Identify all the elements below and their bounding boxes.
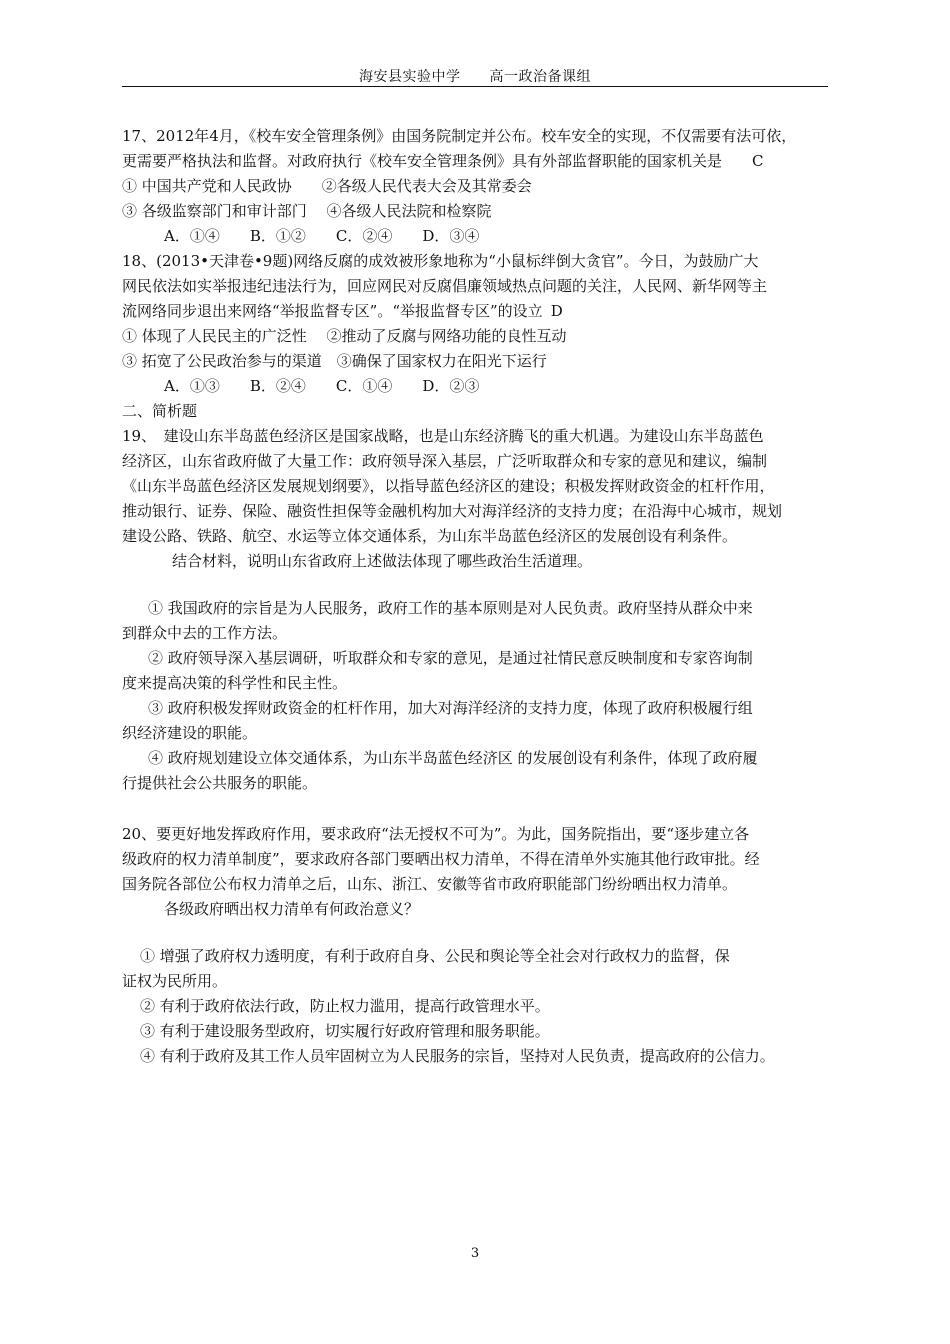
document-body	[122, 124, 836, 1069]
spacer	[122, 574, 836, 596]
q20-prompt: 各级政府晒出权力清单有何政治意义？	[164, 900, 420, 918]
q17-stem-text: 更需要严格执法和监督。对政府执行《校车安全管理条例》具有外部监督职能的国家机关是	[122, 152, 723, 170]
q20-answer-3: ③ 有利于建设服务型政府，切实履行好政府管理和服务职能。	[140, 1022, 550, 1040]
question-18	[122, 249, 836, 399]
q20-stem-line-1: 20、要更好地发挥政府作用，要求政府“法无授权不可为”。为此，国务院指出，要“逐步建立各	[122, 825, 750, 843]
q17-stem-line-1: 17、2012年4月，《校车安全管理条例》由国务院制定并公布。校车安全的实现，不仅需要有法可依，	[122, 127, 797, 145]
q19-prompt: 结合材料，说明山东省政府上述做法体现了哪些政治生活道理。	[172, 552, 593, 570]
q19-stem-line-2: 经济区，山东省政府做了大量工作：政府领导深入基层，广泛听取群众和专家的意见和建议，编制	[122, 452, 768, 470]
header-divider	[122, 86, 828, 87]
q18-stem-text: 流网络同步退出来网络“举报监督专区”。“举报监督专区”的设立	[122, 302, 543, 320]
q18-stem-line-1: 18、(2013•天津卷•9题)网络反腐的成效被形象地称为“小鼠标绊倒大贪官”。今日，为鼓励广大	[122, 252, 759, 270]
q17-option-line-1: ① 中国共产党和人民政协 ②各级人民代表大会及其常委会	[122, 177, 532, 195]
q18-option-line-1: ① 体现了人民民主的广泛性 ②推动了反腐与网络功能的良性互动	[122, 327, 567, 345]
q17-answer: C	[752, 152, 764, 170]
q19-stem-line-1: 19、 建设山东半岛蓝色经济区是国家战略，也是山东经济腾飞的重大机遇。为建设山东半岛蓝色	[122, 427, 764, 445]
q20-answer-2: ② 有利于政府依法行政，防止权力滥用，提高行政管理水平。	[140, 997, 550, 1015]
q19-answer-1-line-1: ① 我国政府的宗旨是为人民服务，政府工作的基本原则是对人民负责。政府坚持从群众中来	[148, 599, 753, 617]
q17-choices: A．①④ B．①② C．②④ D．③④	[164, 227, 480, 245]
q19-answer-2-line-2: 度来提高决策的科学性和民主性。	[122, 674, 348, 692]
q20-stem-line-3: 国务院各部位公布权力清单之后，山东、浙江、安徽等省市政府职能部门纷纷晒出权力清单。	[122, 875, 738, 893]
q19-answer-2-line-1: ② 政府领导深入基层调研，听取群众和专家的意见，是通过社情民意反映制度和专家咨询制	[148, 649, 753, 667]
q17-stem-line-2	[122, 149, 836, 174]
q17-option-line-2: ③ 各级监察部门和审计部门 ④各级人民法院和检察院	[122, 202, 492, 220]
q19-stem-line-5: 建设公路、铁路、航空、水运等立体交通体系，为山东半岛蓝色经济区的发展创设有利条件。	[122, 527, 738, 545]
question-19	[122, 424, 836, 796]
page-header: 海安县实验中学 高一政治备课组	[359, 69, 591, 85]
q18-answer: D	[550, 302, 563, 320]
q18-stem-line-3	[122, 299, 836, 324]
q19-stem-line-3: 《山东半岛蓝色经济区发展规划纲要》，以指导蓝色经济区的建设；积极发挥财政资金的杠杆作用，	[122, 477, 775, 495]
q19-stem-line-4: 推动银行、证券、保险、融资性担保等金融机构加大对海洋经济的支持力度；在沿海中心城市，规划	[122, 502, 783, 520]
q20-stem-line-2: 级政府的权力清单制度”，要求政府各部门要晒出权力清单，不得在清单外实施其他行政审批。经	[122, 850, 760, 868]
question-20	[122, 822, 836, 1069]
spacer	[122, 922, 836, 944]
q20-answer-1-line-1: ① 增强了政府权力透明度，有利于政府自身、公民和舆论等全社会对行政权力的监督，保	[140, 947, 730, 965]
q19-answer-4-line-1: ④ 政府规划建设立体交通体系，为山东半岛蓝色经济区 的发展创设有利条件，体现了政府履	[148, 749, 758, 767]
page-number: 3	[470, 1246, 480, 1261]
q18-stem-line-2: 网民依法如实举报违纪违法行为，回应网民对反腐倡廉领域热点问题的关注，人民网、新华网等主	[122, 277, 768, 295]
q19-answer-3-line-1: ③ 政府积极发挥财政资金的杠杆作用，加大对海洋经济的支持力度，体现了政府积极履行组	[148, 699, 753, 717]
spacer	[122, 796, 836, 822]
q20-answer-1-line-2: 证权为民所用。	[122, 972, 228, 990]
q19-answer-3-line-2: 织经济建设的职能。	[122, 724, 258, 742]
q18-choices: A．①③ B．②④ C．①④ D．②③	[164, 377, 480, 395]
q19-answer-1-line-2: 到群众中去的工作方法。	[122, 624, 288, 642]
section-title: 二、简析题	[122, 402, 198, 420]
question-17	[122, 124, 836, 249]
q19-answer-4-line-2: 行提供社会公共服务的职能。	[122, 774, 318, 792]
q20-answer-4: ④ 有利于政府及其工作人员牢固树立为人民服务的宗旨，坚持对人民负责，提高政府的公信力。	[140, 1047, 775, 1065]
q18-option-line-2: ③ 拓宽了公民政治参与的渠道 ③确保了国家权力在阳光下运行	[122, 352, 547, 370]
